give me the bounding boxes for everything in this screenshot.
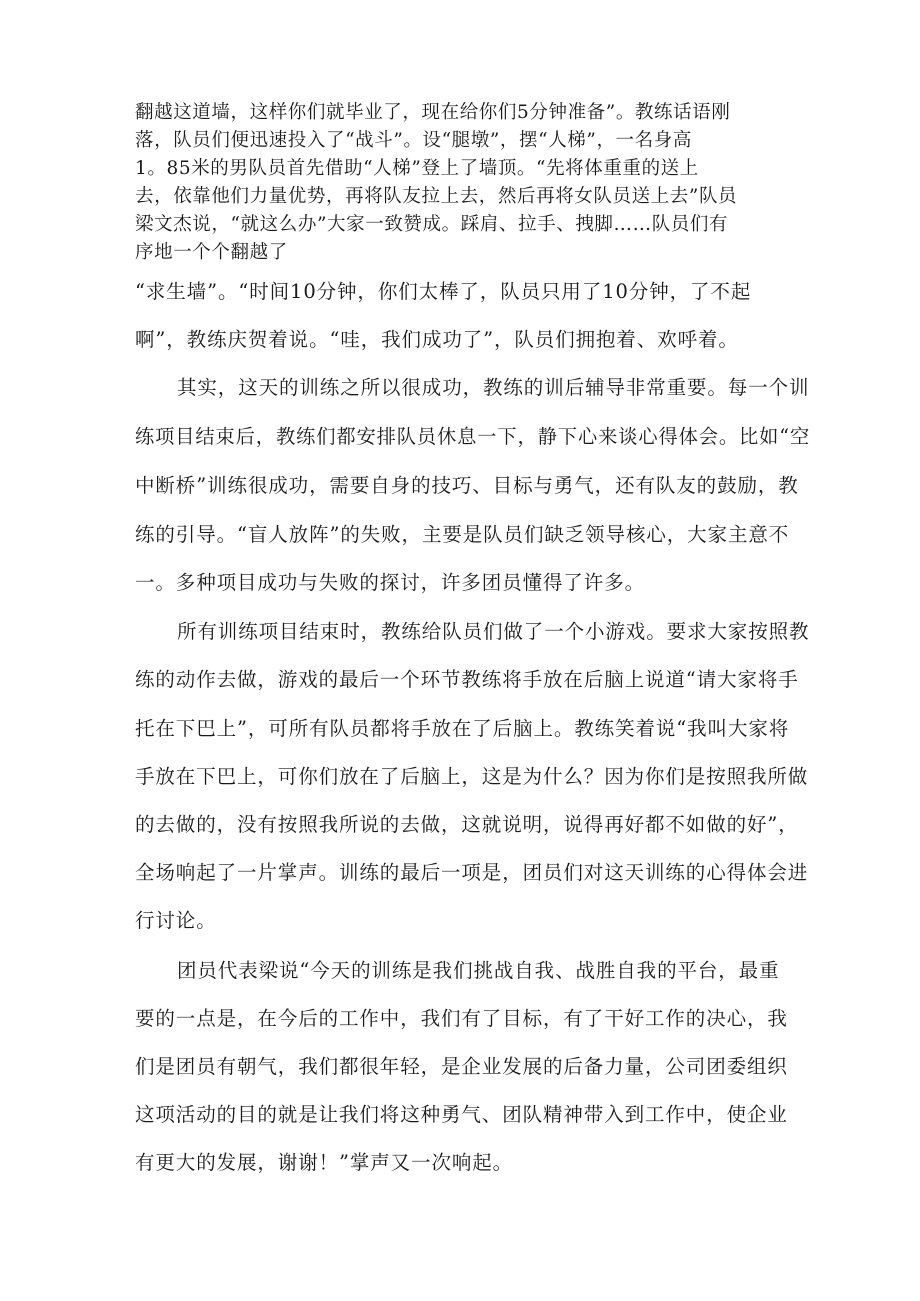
text-line: 有更大的发展，谢谢！”掌声又一次响起。 [135,1151,514,1174]
text-line: 托在下巴上”，可所有队员都将手放在了后脑上。教练笑着说“我叫大家将 [135,717,790,740]
text-line: 要的一点是，在今后的工作中，我们有了目标，有了干好工作的决心，我 [135,1007,788,1030]
text-line: 1。85米的男队员首先借助“人梯”登上了墙顶。“先将体重重的送上 [135,158,699,179]
text-line: 们是团员有朝气，我们都很年轻，是企业发展的后备力量，公司团委组织 [135,1055,788,1078]
text-line: 的去做的，没有按照我所说的去做，这就说明，说得再好都不如做的好”， [135,813,799,836]
text-line: “求生墙”。“时间10分钟，你们太棒了，队员只用了10分钟，了不起 [135,280,752,303]
text-line: 落，队员们便迅速投入了“战斗”。设“腿墩”，摆“人梯”，一名身高 [135,130,692,151]
text-line: 梁文杰说，“就这么办”大家一致赞成。踩肩、拉手、拽脚……队员们有 [135,214,729,235]
text-line: 行讨论。 [135,909,217,932]
paragraph-first-line: 其实，这天的训练之所以很成功，教练的训后辅导非常重要。每一个训 [177,376,810,399]
text-line: 啊”，教练庆贺着说。“哇，我们成功了”，队员们拥抱着、欢呼着。 [135,328,739,351]
text-line: 序地一个个翻越了 [135,242,288,263]
paragraph-first-line: 团员代表梁说“今天的训练是我们挑战自我、战胜自我的平台，最重 [177,959,780,982]
text-line: 去，依靠他们力量优势，再将队友拉上去，然后再将女队员送上去”队员 [135,186,738,207]
text-line: 一。多种项目成功与失败的探讨，许多团员懂得了许多。 [135,571,646,594]
text-line: 手放在下巴上，可你们放在了后脑上，这是为什么？因为你们是按照我所做 [135,765,809,788]
text-line: 翻越这道墙，这样你们就毕业了，现在给你们5分钟准备”。教练话语刚 [135,102,731,123]
text-line: 练项目结束后，教练们都安排队员休息一下，静下心来谈心得体会。比如“空 [135,425,811,448]
text-line: 练的引导。“盲人放阵”的失败，主要是队员们缺乏领导核心，大家主意不 [135,523,790,546]
text-line: 这项活动的目的就是让我们将这种勇气、团队精神带入到工作中，使企业 [135,1103,788,1126]
paragraph-first-line: 所有训练项目结束时，教练给队员们做了一个小游戏。要求大家按照教 [177,620,810,643]
text-line: 中断桥”训练很成功，需要自身的技巧、目标与勇气，还有队友的鼓励，教 [135,474,799,497]
text-line: 全场响起了一片掌声。训练的最后一项是，团员们对这天训练的心得体会进 [135,861,809,884]
text-line: 练的动作去做，游戏的最后一个环节教练将手放在后脑上说道“请大家将手 [135,668,799,691]
